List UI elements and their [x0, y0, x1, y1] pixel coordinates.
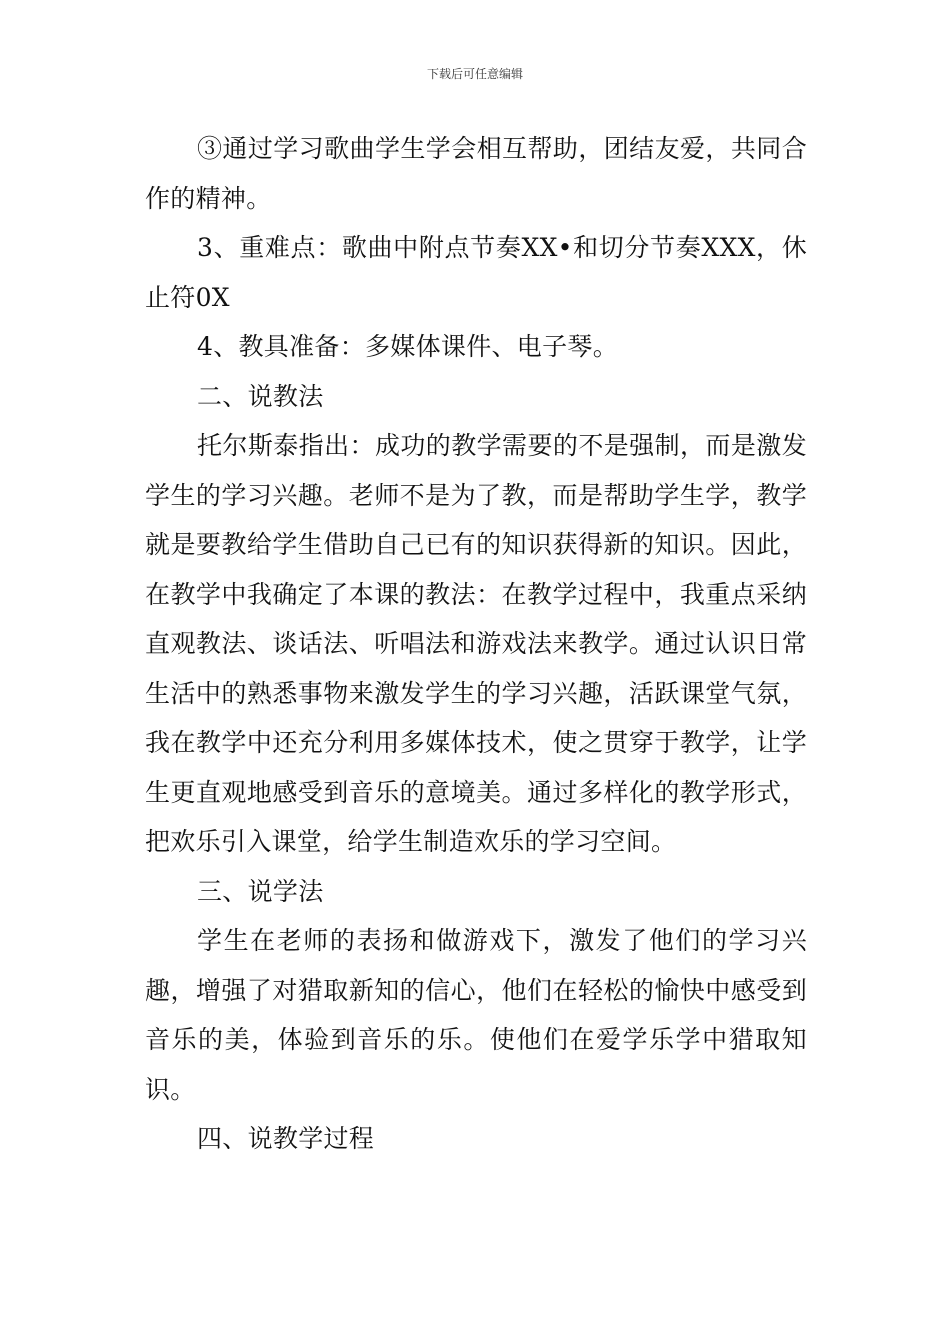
paragraph-teaching-method: 托尔斯泰指出：成功的教学需要的不是强制，而是激发学生的学习兴趣。老师不是为了教，而是帮助学生学，教学就是要教给学生借助自己已有的知识获得新的知识。因此，在教学中我确定了本课的教法：在教学过程中，我重点采纳直观教法、谈话法、听唱法和游戏法来教学。通过认识日常生活中的熟悉事物来激发学生的学习兴趣，活跃课堂气氛，我在教学中还充分利用多媒体技术，使之贯穿于教学，让学生更直观地感受到音乐的意境美。通过多样化的教学形式，把欢乐引入课堂，给学生制造欢乐的学习空间。	[145, 431, 807, 856]
section-heading-learning-method: 三、说学法	[197, 876, 324, 906]
section-heading-teaching-process: 四、说教学过程	[197, 1124, 375, 1153]
section-heading-teaching-method: 二、说教法	[197, 381, 324, 411]
header-note: 下载后可任意编辑	[426, 67, 523, 81]
paragraph-teaching-aids: 4、教具准备：多媒体课件、电子琴。	[197, 332, 619, 361]
paragraph-key-points: 3、重难点：歌曲中附点节奏XX•和切分节奏XXX，休止符0X	[145, 233, 807, 312]
paragraph-learning-method: 学生在老师的表扬和做游戏下，激发了他们的学习兴趣，增强了对猎取新知的信心，他们在轻松的愉快中感受到音乐的美，体验到音乐的乐。使他们在爱学乐学中猎取知识。	[145, 926, 807, 1104]
paragraph-objective-3: ③通过学习歌曲学生学会相互帮助，团结友爱，共同合作的精神。	[145, 134, 807, 213]
document-body	[145, 124, 807, 1164]
